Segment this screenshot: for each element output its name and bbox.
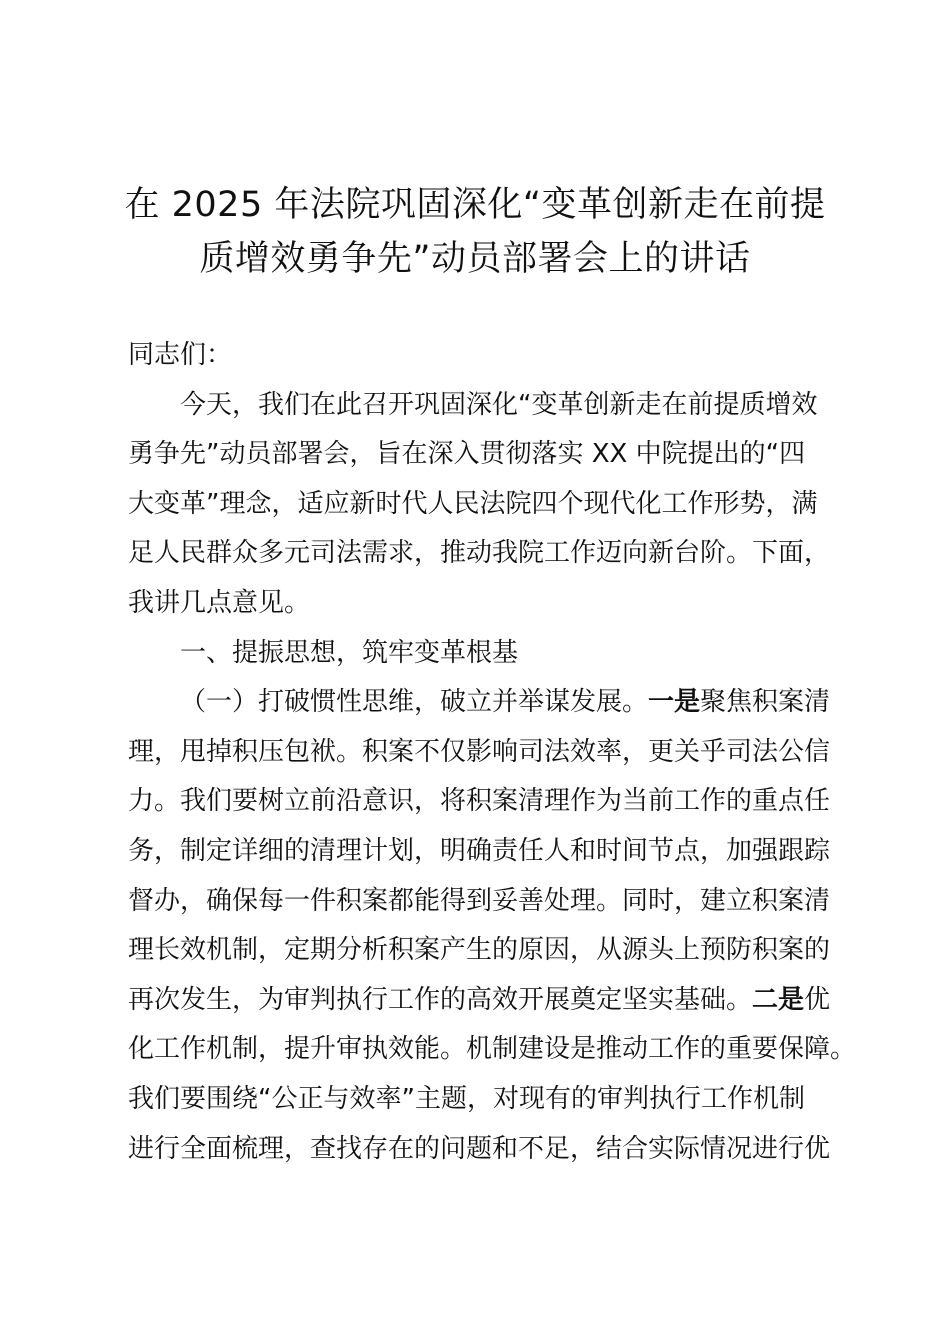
paragraph-text: 聚焦积案清: [700, 687, 831, 718]
emphasis-text: 二是: [752, 984, 805, 1015]
paragraph-line: 化工作机制，提升审执效能。机制建设是推动工作的重要保障。: [128, 1034, 857, 1065]
paragraph-line: 进行全面梳理，查找存在的问题和不足，结合实际情况进行优: [128, 1133, 831, 1164]
paragraph-line: 理长效机制，定期分析积案产生的原因，从源头上预防积案的: [128, 935, 831, 966]
document-body: [128, 331, 857, 1174]
paragraph-line: [128, 976, 838, 1026]
paragraph-line: 务，制定详细的清理计划，明确责任人和时间节点，加强跟踪: [128, 835, 831, 866]
paragraph-line: 力。我们要树立前沿意识，将积案清理作为当前工作的重点任: [128, 786, 831, 817]
paragraph-line: 理，甩掉积压包袱。积案不仅影响司法效率，更关乎司法公信: [128, 736, 831, 767]
paragraph-line: 勇争先”动员部署会，旨在深入贯彻落实 XX 中院提出的“四: [128, 439, 806, 470]
salutation: 同志们：: [128, 340, 233, 370]
paragraph-line: 足人民群众多元司法需求，推动我院工作迈向新台阶。下面，: [128, 538, 831, 569]
section-heading: 一、提振思想，筑牢变革根基: [180, 637, 519, 668]
paragraph-line: 今天，我们在此召开巩固深化“变革创新走在前提质增效: [180, 389, 818, 420]
title-line-1: 在 2025 年法院巩固深化“变革创新走在前提: [124, 185, 826, 225]
paragraph-line: 督办，确保每一件积案都能得到妥善处理。同时，建立积案清: [128, 885, 831, 916]
paragraph-line: 大变革”理念，适应新时代人民法院四个现代化工作形势，满: [128, 488, 818, 519]
title-line-2: 质增效勇争先”动员部署会上的讲话: [199, 239, 751, 279]
paragraph-text: 优: [804, 984, 831, 1015]
subheading-text: （一）打破惯性思维，破立并举谋发展。: [180, 687, 649, 718]
paragraph-line: 我们要围绕“公正与效率”主题，对现有的审判执行工作机制: [128, 1083, 805, 1114]
emphasis-text: 一是: [648, 687, 701, 718]
paragraph-text: 再次发生，为审判执行工作的高效开展奠定坚实基础。: [128, 984, 753, 1015]
paragraph-line: 我讲几点意见。: [128, 587, 311, 618]
paragraph-line: [128, 678, 838, 728]
document-title: [100, 178, 850, 286]
